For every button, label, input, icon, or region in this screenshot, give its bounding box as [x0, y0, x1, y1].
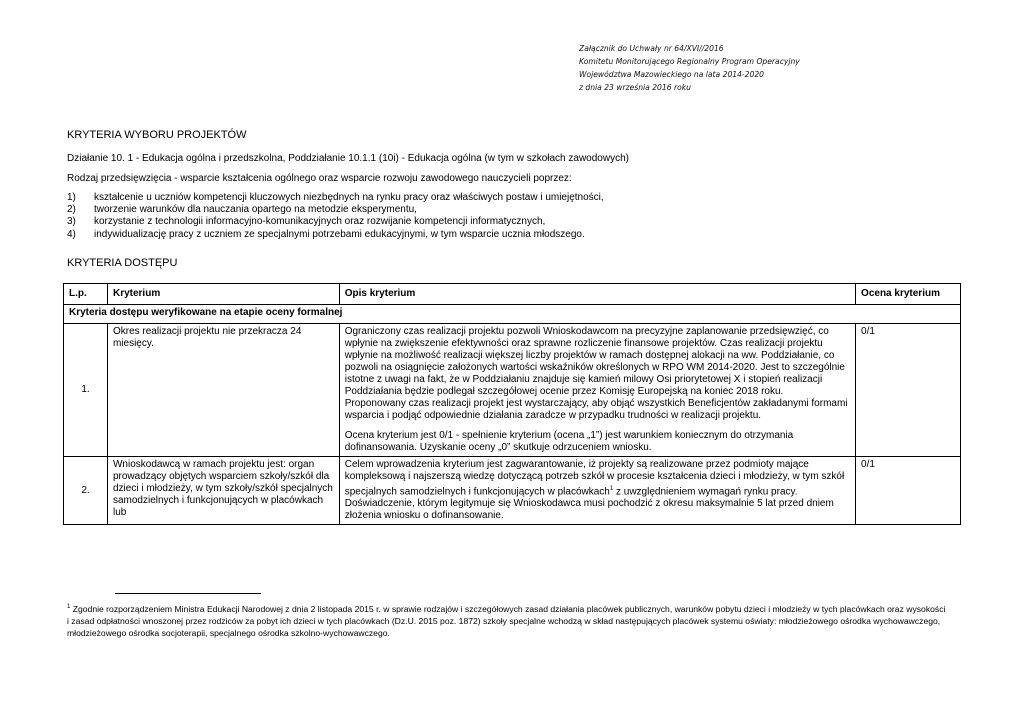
- list-text: indywidualizację pracy z uczniem ze specjalnymi potrzebami edukacyjnymi, w tym wsparcie ucznia młodszego.: [94, 228, 585, 240]
- header-line: Komitetu Monitorującego Regionalny Program Operacyjny: [579, 57, 800, 66]
- lp-cell: 2.: [64, 457, 108, 525]
- header-line: z dnia 23 września 2016 roku: [579, 83, 691, 92]
- list-number: 4): [67, 228, 76, 240]
- list-number: 1): [67, 192, 76, 203]
- kryterium-cell: Okres realizacji projektu nie przekracza 24 miesięcy.: [107, 324, 339, 457]
- list-number: 2): [67, 204, 76, 216]
- table-row: [64, 457, 961, 525]
- opis-paragraph: Ocena kryterium jest 0/1 - spełnienie kryterium (ocena „1”) jest warunkiem koniecznym do otrzymania dofinansowania. Uzyskanie oceny „0” skutkuje odrzuceniem wniosku.: [344, 430, 794, 453]
- lp-cell: 1.: [64, 324, 108, 457]
- rodzaj-line: Rodzaj przedsięwzięcia - wsparcie kształcenia ogólnego oraz wsparcie rozwoju zawodowego nauczycieli poprzez:: [67, 173, 572, 184]
- kryterium-cell: Wnioskodawcą w ramach projektu jest: organ prowadzący objętych wsparciem szkoły/szkół dla dzieci i młodzieży, w tym szkoły/szkół specjalnych samodzielnych i funkcjonujących w placówkach lub: [107, 457, 339, 525]
- subheader-cell: Kryteria dostępu weryfikowane na etapie oceny formalnej: [64, 305, 961, 324]
- access-criteria-title: KRYTERIA DOSTĘPU: [67, 257, 178, 269]
- opis-paragraph: [345, 459, 850, 498]
- col-header-ocena: Ocena kryterium: [856, 284, 961, 305]
- list-item: [67, 216, 604, 228]
- footnote-ref[interactable]: 1: [609, 486, 614, 492]
- opis-paragraph: Doświadczenie, którym legitymuje się Wnioskodawca musi pochodzić z okresu maksymalnie 5 lat przed dniem złożenia wniosku o dofinansowanie.: [344, 498, 834, 522]
- list-item: [67, 192, 604, 204]
- header-annex-note: [579, 42, 800, 94]
- dzialanie-line: Działanie 10. 1 - Edukacja ogólna i przedszkolna, Poddziałanie 10.1.1 (10i) - Edukacja ogólna (w tym w szkołach zawodowych): [67, 153, 629, 164]
- opis-paragraph: Ograniczony czas realizacji projektu pozwoli Wnioskodawcom na precyzyjne zaplanowanie przedsięwzięć, co wpłynie na zwiększenie efektywności oraz sprawne rozliczenie finansowe projektów. Czas realizacji projektu wpłynie na możliwość realizacji większej liczby projektów w ramach dostępnej alokacji na ww. Poddziałanie, co pozwoli na osiągnięcie założonych wartości wskaźników określonych w RPO WM 2014-2020. Jest to szczególnie istotne z uwagi na fakt, że w Poddziałaniu znajduje się kamień milowy Osi priorytetowej X i stopień realizacji Poddziałania będzie podlegał szczegółowej ocenie przez Komisję Europejską na koniec 2018 roku.: [344, 326, 845, 397]
- header-line: Województwa Mazowieckiego na lata 2014-2020: [579, 70, 764, 79]
- header-line: Załącznik do Uchwały nr 64/XVI//2016: [579, 44, 724, 53]
- footnote-separator: [115, 593, 261, 594]
- table-row: [64, 324, 961, 457]
- list-text: korzystanie z technologii informacyjno-komunikacyjnych oraz rozwijanie kompetencji informatycznych,: [94, 216, 546, 228]
- opis-text: Celem wprowadzenia kryterium jest zagwarantowanie, iż projekty są realizowane przez podmioty mające kompleksową i najszerszą wiedzę dotyczącą potrzeb szkół w procesie kształcenia dzieci i młodzieży, w tym szkół specjalnych samodzielnych i funkcjonujących w placówkach: [344, 459, 845, 498]
- list-text: kształcenie u uczniów kompetencji kluczowych niezbędnych na rynku pracy oraz właściwych postaw i umiejętności,: [94, 192, 604, 203]
- project-types-list: [67, 192, 604, 241]
- table-header-row: [64, 284, 961, 305]
- list-item: [67, 204, 604, 216]
- footnote-number: 1: [67, 604, 71, 610]
- ocena-cell: 0/1: [856, 457, 961, 525]
- opis-cell: [339, 324, 855, 457]
- opis-text: z uwzględnieniem wymagań rynku pracy.: [613, 486, 798, 498]
- opis-cell: [339, 457, 855, 525]
- footnote-text: Zgodnie rozporządzeniem Ministra Edukacji Narodowej z dnia 2 listopada 2015 r. w sprawie rodzajów i szczegółowych zasad działania placówek publicznych, warunków pobytu dzieci i młodzieży w tych placówkach oraz wysokości i zasad odpłatności wnoszonej przez rodziców za pobyt ich dzieci w tych placówkach (Dz.U. 2015 poz. 1872) szkoły specjalne wchodzą w skład następujących placówek systemu oświaty: młodzieżowego ośrodka wychowawczego, młodzieżowego ośrodka socjoterapii, specjalnego ośrodka szkolno-wychowawczego.: [67, 603, 946, 638]
- page-title: KRYTERIA WYBORU PROJEKTÓW: [67, 129, 247, 141]
- ocena-cell: 0/1: [856, 324, 961, 457]
- opis-paragraph: Proponowany czas realizacji projekt jest wystarczający, aby objąć wszystkich Beneficjentów zakładanymi formami wsparcia i podjąć odpowiednie działania zaradcze w przypadku trudności w realizacji projektu.: [344, 398, 848, 421]
- table-subheader-row: [64, 305, 961, 324]
- list-item: [67, 229, 604, 241]
- criteria-table: [63, 283, 961, 525]
- list-text: tworzenie warunków dla nauczania opartego na metodzie eksperymentu,: [94, 204, 417, 216]
- list-number: 3): [67, 216, 76, 228]
- footnote: [67, 601, 947, 639]
- col-header-opis: Opis kryterium: [339, 284, 855, 305]
- col-header-kryterium: Kryterium: [107, 284, 339, 305]
- col-header-lp: L.p.: [64, 284, 108, 305]
